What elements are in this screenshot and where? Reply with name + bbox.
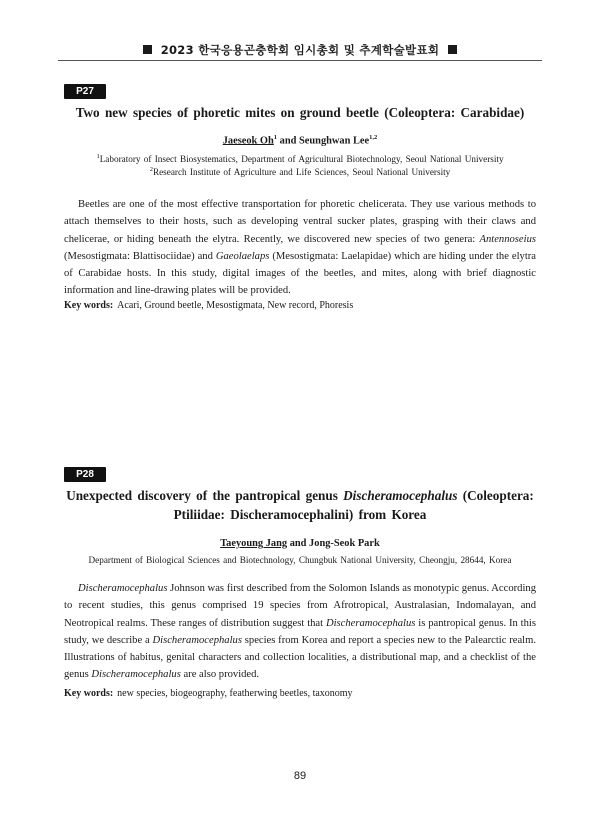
page-number: 89 bbox=[293, 770, 307, 782]
square-bullet-icon bbox=[448, 45, 457, 54]
square-bullet-icon bbox=[143, 45, 152, 54]
author-name: Jong-Seok Park bbox=[309, 538, 380, 549]
author-line bbox=[64, 134, 536, 146]
keywords bbox=[64, 300, 536, 311]
abstract-text: is pantropical genus. In this study, we describe a bbox=[64, 617, 536, 646]
author-name: Seunghwan Lee bbox=[299, 135, 370, 147]
genus-name: Discheramocephalus bbox=[78, 583, 168, 594]
affiliation bbox=[64, 554, 536, 567]
abstract-id-badge: P28 bbox=[64, 467, 106, 482]
affiliation-marker: 2 bbox=[149, 166, 153, 173]
abstract-title: Two new species of phoretic mites on ground beetle (Coleoptera: Carabidae) bbox=[75, 105, 525, 120]
author-line bbox=[64, 538, 536, 549]
abstract-text: are also provided. bbox=[180, 669, 260, 681]
abstract-text: Johnson was first described from the Solomon Islands as monotypic genus. According to recent studies, this genus comprised 19 species from Afrotropical, Australasian, Indomalayan, and Neotropical realms. These ranges of distribution suggest that bbox=[64, 583, 536, 629]
genus-name: Gaeolaelaps bbox=[215, 250, 270, 262]
keywords-label: Key words: bbox=[64, 300, 114, 311]
keywords bbox=[64, 688, 536, 699]
affiliation-marker: 1,2 bbox=[369, 134, 378, 141]
genus-name: Discheramocephalus bbox=[325, 617, 416, 629]
keywords-list: new species, biogeography, featherwing beetles, taxonomy bbox=[117, 688, 353, 699]
affiliation-text: Research Institute of Agriculture and Life Sciences, Seoul National University bbox=[152, 167, 451, 178]
keywords-list: Acari, Ground beetle, Mesostigmata, New record, Phoresis bbox=[117, 300, 354, 311]
abstract-id-badge: P27 bbox=[64, 84, 106, 99]
title-text: Unexpected discovery of the pantropical genus bbox=[66, 488, 344, 503]
author-join: and bbox=[277, 135, 299, 147]
genus-name: Discheramocephalus bbox=[152, 634, 242, 646]
affiliation-marker: 1 bbox=[273, 134, 278, 141]
header-title: 2023 한국응용곤충학회 임시총회 및 추계학술발표회 bbox=[160, 43, 440, 57]
affiliation-text: Laboratory of Insect Biosystematics, Department of Agricultural Biotechnology, Seoul National University bbox=[99, 154, 504, 165]
genus-name: Discheramocephalus bbox=[343, 488, 458, 503]
abstract-body bbox=[64, 580, 536, 684]
title-text: Ptiliidae: Discheramocephalini) from Korea bbox=[173, 507, 427, 522]
author-join: and bbox=[287, 538, 310, 549]
title-text: (Coleoptera: bbox=[457, 488, 534, 503]
affiliation-text: Department of Biological Sciences and Biotechnology, Chungbuk National University, Cheongju, 28644, Korea bbox=[88, 555, 512, 565]
keywords-label: Key words: bbox=[64, 688, 114, 699]
proceedings-header bbox=[58, 42, 542, 58]
affiliation-marker: 1 bbox=[96, 153, 100, 160]
author-name: Jaeseok Oh bbox=[222, 135, 274, 147]
abstract-title bbox=[64, 486, 536, 524]
abstract-text: Beetles are one of the most effective transportation for phoretic chelicerata. They use various methods to attach themselves to their hosts, such as developing ventral sucker plates, grasping with their claws and chelicerae, or hiding beneath the elytra. Recently, we discovered new species of two genera: bbox=[64, 199, 536, 245]
abstract-text: (Mesostigmata: Blattisociidae) and bbox=[64, 250, 216, 262]
genus-name: Discheramocephalus bbox=[91, 669, 181, 681]
affiliation bbox=[64, 163, 536, 179]
genus-name: Antennoseius bbox=[479, 233, 536, 245]
header-divider bbox=[58, 60, 542, 61]
author-name: Taeyoung Jang bbox=[220, 538, 288, 549]
abstract-body bbox=[64, 196, 536, 300]
abstract-text: species from Korea and report a species new to the Palearctic realm. Illustrations of habitus, genital characters and collection localities, a distributional map, and a checklist of the genus bbox=[64, 634, 536, 681]
abstract-text: (Mesostigmata: Laelapidae) which are hiding under the elytra of Carabidae hosts. In this study, digital images of the beetles, and mites, along with brief diagnostic information and line-drawing plates will be provided. bbox=[64, 250, 536, 297]
